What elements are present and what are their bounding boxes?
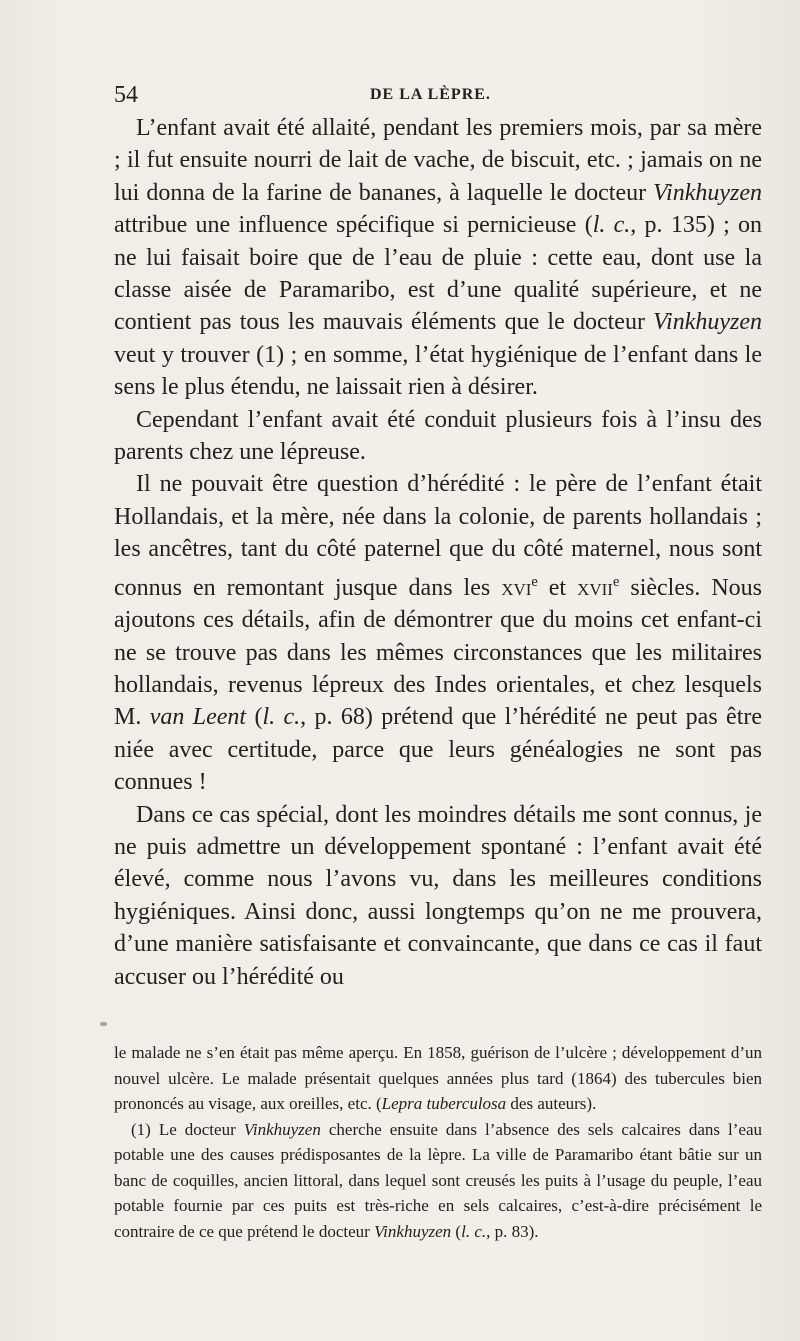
italic-span: van Leent — [149, 704, 247, 731]
small-caps-span: xvi — [501, 574, 532, 601]
superscript: e — [531, 573, 538, 590]
paragraph-2: Cependant l’enfant avait été conduit plusieurs fois à l’insu des parents chez une lépreuse. — [114, 406, 762, 466]
footnote-1: (1) Le docteur Vinkhuyzen cherche ensuite dans l’absence des sels calcaires dans l’eau potable une des causes prédisposantes de la lèpre. La ville de Paramaribo étant bâtie sur un banc de coquilles, ancien littoral, dans lequel sont creusés les puits à l’usage du peuple, l’eau potable fournie par ces puits est très-riche en sels calcaires, c’est-à-dire précisément le contraire de ce que prétend le docteur Vinkhuyzen (l. c., p. 83). — [114, 1119, 762, 1241]
footnote-continuation: le malade ne s’en était pas même aperçu. En 1858, guérison de l’ulcère ; développement d’un nouvel ulcère. Le malade présentait quelques années plus tard (1864) des tubercules bien prononcés au visage, aux oreilles, etc. (Lepra tuberculosa des auteurs). — [114, 1043, 762, 1113]
superscript: e — [612, 573, 620, 590]
footnotes — [114, 1040, 762, 1244]
italic-span: Vinkhuyzen — [653, 309, 762, 336]
page-header — [114, 82, 762, 116]
italic-span: l. c. — [262, 704, 301, 731]
italic-span: Vinkhuyzen — [374, 1221, 452, 1241]
paragraph-3: Il ne pouvait être question d’hérédité : le père de l’enfant était Hollandais, et la mère, née dans la colonie, de parents hollandais ; les ancêtres, tant du côté paternel que du côté maternel, nous sont connus en remontant jusque dans les xvi$^e$ et xvii$^e$ siècles. Nous ajoutons ces détails, afin de démontrer que du moins cet enfant-ci ne se trouve pas dans les mêmes circonstances que les militaires hollandais, revenus lépreux des Indes orientales, et chez lesquels M. van Leent (l. c., p. 68) prétend que l’hérédité ne peut pas être niée avec certitude, parce que leurs généalogies ne sont pas connues ! — [114, 471, 763, 796]
italic-span: Lepra tuberculosa — [381, 1094, 507, 1113]
paragraph-1: L’enfant avait été allaité, pendant les premiers mois, par sa mère ; il fut ensuite nourri de lait de vache, de biscuit, etc. ; jamais on ne lui donna de la farine de bananes, à laquelle le docteur Vinkhuyzen attribue une influence spécifique si pernicieuse (l. c., p. 135) ; on ne lui faisait boire que de l’eau de pluie : cette eau, dont use la classe aisée de Paramaribo, est d’une qualité supérieure, et ne contient pas tous les mauvais éléments que le docteur Vinkhuyzen veut y trouver (1) ; en somme, l’état hygiénique de l’enfant dans le sens le plus étendu, ne laissait rien à désirer. — [114, 115, 762, 401]
main-text — [114, 112, 762, 993]
italic-span: l. c. — [592, 212, 631, 239]
italic-span: Vinkhuyzen — [653, 179, 762, 206]
page-number: 54 — [114, 82, 138, 108]
italic-span: Vinkhuyzen — [243, 1119, 321, 1139]
running-title: DE LA LÈPRE. — [370, 86, 491, 103]
small-caps-span: xvii — [577, 574, 613, 601]
paragraph-4: Dans ce cas spécial, dont les moindres détails me sont connus, je ne puis admettre un développement spontané : l’enfant avait été élevé, comme nous l’avons vu, dans les meilleures conditions hygiéniques. Ainsi donc, aussi longtemps qu’on ne me prouvera, d’une manière satisfaisante et convaincante, que dans ce cas il faut accuser ou l’hérédité ou — [114, 801, 762, 990]
italic-span: l. c. — [461, 1221, 487, 1241]
footnote-rule — [100, 1022, 107, 1026]
